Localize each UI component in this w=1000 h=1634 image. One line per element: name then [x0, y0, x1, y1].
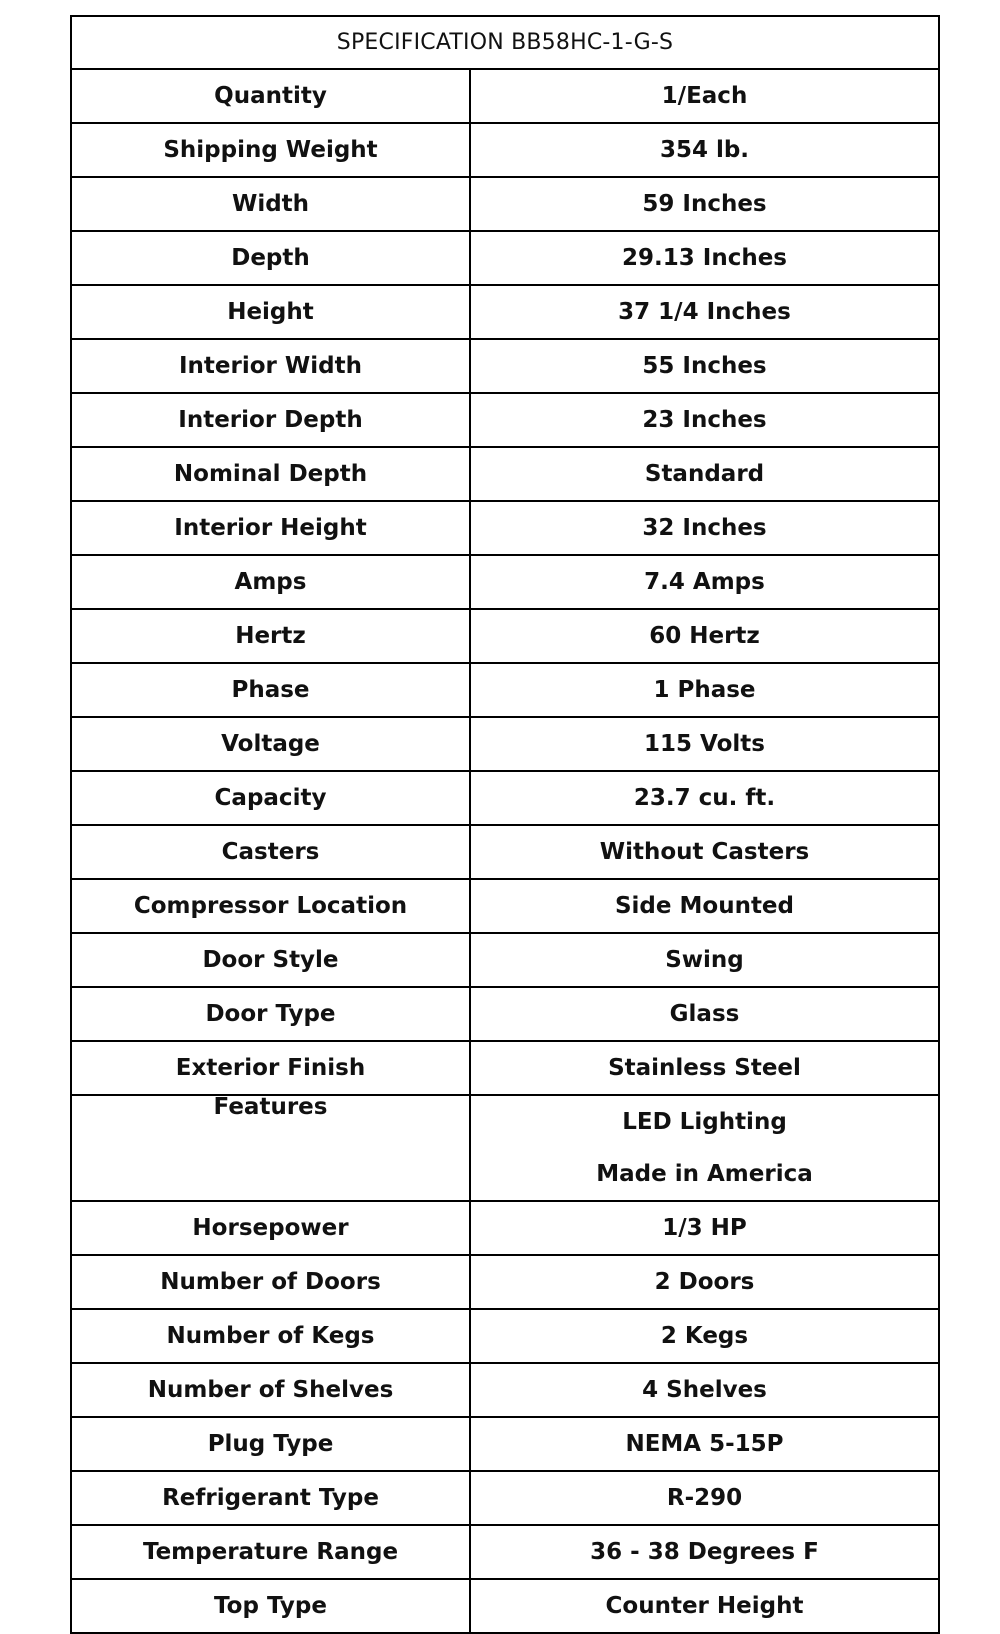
- spec-label: Shipping Weight: [71, 123, 470, 177]
- table-row: [71, 393, 939, 447]
- spec-value-list: [470, 1095, 939, 1201]
- spec-label: Capacity: [71, 771, 470, 825]
- spec-value: 23.7 cu. ft.: [470, 771, 939, 825]
- spec-label: Door Style: [71, 933, 470, 987]
- spec-value: 4 Shelves: [470, 1363, 939, 1417]
- table-row: [71, 177, 939, 231]
- spec-value: 2 Kegs: [470, 1309, 939, 1363]
- spec-value: 36 - 38 Degrees F: [470, 1525, 939, 1579]
- table-row: [71, 987, 939, 1041]
- table-row: [71, 825, 939, 879]
- spec-value: Side Mounted: [470, 879, 939, 933]
- spec-label: Horsepower: [71, 1201, 470, 1255]
- table-row: [71, 1255, 939, 1309]
- spec-label: Quantity: [71, 69, 470, 123]
- spec-value: NEMA 5-15P: [470, 1417, 939, 1471]
- spec-value: 1/Each: [470, 69, 939, 123]
- spec-label: Interior Depth: [71, 393, 470, 447]
- spec-value: 55 Inches: [470, 339, 939, 393]
- table-row: [71, 555, 939, 609]
- table-row-features: [71, 1095, 939, 1201]
- spec-value: 29.13 Inches: [470, 231, 939, 285]
- spec-label: Refrigerant Type: [71, 1471, 470, 1525]
- spec-value: 115 Volts: [470, 717, 939, 771]
- spec-value: Counter Height: [470, 1579, 939, 1633]
- spec-label: Voltage: [71, 717, 470, 771]
- spec-label: Nominal Depth: [71, 447, 470, 501]
- spec-value: 1 Phase: [470, 663, 939, 717]
- spec-value: 60 Hertz: [470, 609, 939, 663]
- spec-rows: [71, 69, 939, 1095]
- table-row: [71, 447, 939, 501]
- spec-label: Hertz: [71, 609, 470, 663]
- spec-label: Temperature Range: [71, 1525, 470, 1579]
- table-row: [71, 1309, 939, 1363]
- table-row: [71, 231, 939, 285]
- spec-label: Top Type: [71, 1579, 470, 1633]
- table-row: [71, 663, 939, 717]
- spec-label: Height: [71, 285, 470, 339]
- spec-label: Compressor Location: [71, 879, 470, 933]
- spec-value: 37 1/4 Inches: [470, 285, 939, 339]
- spec-label: Number of Kegs: [71, 1309, 470, 1363]
- feature-item: Made in America: [596, 1161, 813, 1187]
- spec-label: Width: [71, 177, 470, 231]
- spec-value: 354 lb.: [470, 123, 939, 177]
- spec-label: Number of Shelves: [71, 1363, 470, 1417]
- table-row: [71, 1525, 939, 1579]
- specification-table: [70, 15, 940, 1634]
- spec-value: Swing: [470, 933, 939, 987]
- features-section: [71, 1095, 939, 1201]
- table-row: [71, 501, 939, 555]
- spec-label: Door Type: [71, 987, 470, 1041]
- spec-value: R-290: [470, 1471, 939, 1525]
- feature-item: LED Lighting: [622, 1109, 787, 1135]
- table-row: [71, 933, 939, 987]
- spec-rows-2: [71, 1201, 939, 1633]
- table-row: [71, 1201, 939, 1255]
- table-row: [71, 717, 939, 771]
- table-row: [71, 123, 939, 177]
- spec-value: Without Casters: [470, 825, 939, 879]
- spec-value: 32 Inches: [470, 501, 939, 555]
- spec-value: 7.4 Amps: [470, 555, 939, 609]
- table-row: [71, 771, 939, 825]
- table-row: [71, 1471, 939, 1525]
- spec-label: Depth: [71, 231, 470, 285]
- table-row: [71, 69, 939, 123]
- table-row: [71, 1579, 939, 1633]
- spec-label: Interior Width: [71, 339, 470, 393]
- spec-label: Phase: [71, 663, 470, 717]
- spec-label: Interior Height: [71, 501, 470, 555]
- spec-value: Stainless Steel: [470, 1041, 939, 1095]
- spec-label: Exterior Finish: [71, 1041, 470, 1095]
- table-row: [71, 1041, 939, 1095]
- spec-value: Standard: [470, 447, 939, 501]
- table-row: [71, 339, 939, 393]
- spec-label: Plug Type: [71, 1417, 470, 1471]
- spec-value: 1/3 HP: [470, 1201, 939, 1255]
- spec-value: 23 Inches: [470, 393, 939, 447]
- spec-label: Casters: [71, 825, 470, 879]
- spec-value: 2 Doors: [470, 1255, 939, 1309]
- spec-value: 59 Inches: [470, 177, 939, 231]
- table-row: [71, 879, 939, 933]
- table-title: SPECIFICATION BB58HC-1-G-S: [71, 16, 939, 69]
- table-row: [71, 1363, 939, 1417]
- spec-label: Number of Doors: [71, 1255, 470, 1309]
- table-row: [71, 609, 939, 663]
- table-row: [71, 1417, 939, 1471]
- spec-label: Features: [71, 1095, 470, 1201]
- spec-value: Glass: [470, 987, 939, 1041]
- table-row: [71, 285, 939, 339]
- spec-label: Amps: [71, 555, 470, 609]
